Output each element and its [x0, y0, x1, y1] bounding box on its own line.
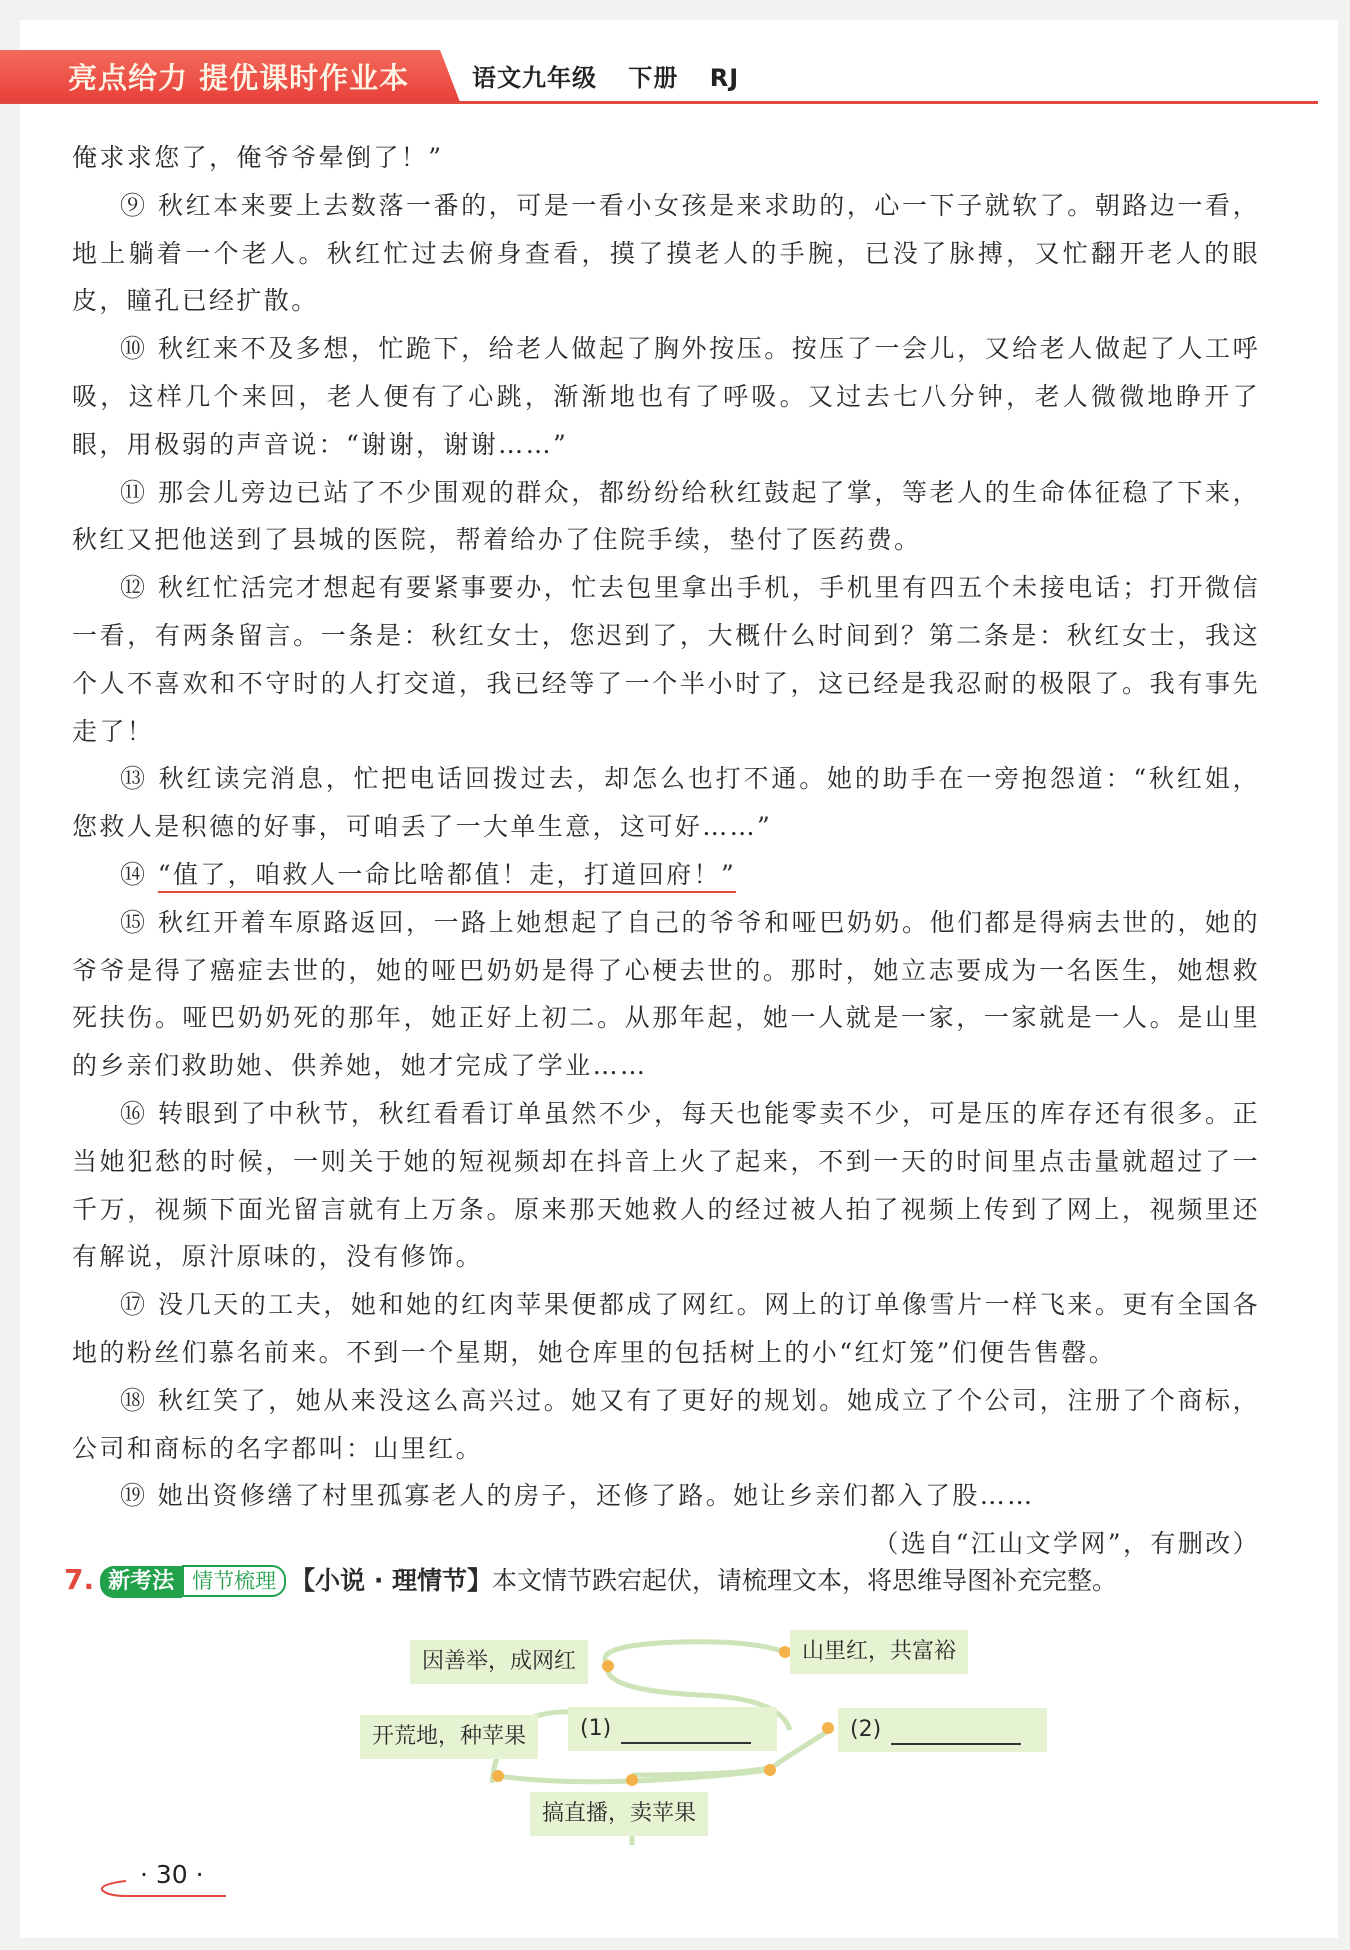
paragraph-17: ⑰ 没几天的工夫，她和她的红肉苹果便都成了网红。网上的订单像雪片一样飞来。更有全国各地的粉丝们慕名前来。不到一个星期，她仓库里的包括树上的小“红灯笼”们便告售罄。	[72, 1290, 1260, 1367]
question-tag: 【小说 · 理情节】	[290, 1566, 493, 1595]
subject-info	[472, 58, 761, 93]
mind-map-node-blank-1	[568, 1707, 777, 1751]
source-citation: （选自“江山文学网”，有删改）	[873, 1529, 1260, 1559]
series-title: 亮点给力 提优课时作业本	[68, 61, 410, 95]
paragraph-15: ⑮ 秋红开着车原路返回，一路上她想起了自己的爷爷和哑巴奶奶。他们都是得病去世的，她的爷爷是得了癌症去世的，她的哑巴奶奶是得了心梗去世的。那时，她立志要成为一名医生，她想救死扶伤。哑巴奶奶死的那年，她正好上初二。从那年起，她一人就是一家，一家就是一人。是山里的乡亲们救助她、供养她，她才完成了学业……	[72, 907, 1260, 1081]
page-number: · 30 ·	[140, 1860, 204, 1889]
paragraph-14	[72, 851, 1260, 899]
header-rule	[0, 101, 1318, 104]
subject-label: 语文九年级	[472, 64, 597, 92]
underlined-sentence: “值了，咱救人一命比啥都值！走，打道回府！”	[158, 860, 736, 893]
blank-2-label: (2)	[850, 1717, 882, 1742]
mind-map-node-1: 开荒地，种苹果	[360, 1715, 538, 1759]
mind-map-node-5: 因善举，成网红	[410, 1640, 588, 1684]
question-number: 7.	[64, 1563, 95, 1596]
paragraph-9: ⑨ 秋红本来要上去数落一番的，可是一看小女孩是来求助的，心一下子就软了。朝路边一看，地上躺着一个老人。秋红忙过去俯身查看，摸了摸老人的手腕，已没了脉搏，又忙翻开老人的眼皮，瞳孔已经扩散。	[72, 190, 1260, 316]
paragraph-12: ⑫ 秋红忙活完才想起有要紧事要办，忙去包里拿出手机，手机里有四五个未接电话；打开微信一看，有两条留言。一条是：秋红女士，您迟到了，大概什么时间到？第二条是：秋红女士，我这个人不喜欢和不守时的人打交道，我已经等了一个半小时了，这已经是我忍耐的极限了。我有事先走了！	[72, 573, 1260, 746]
paragraph-11: ⑪ 那会儿旁边已站了不少围观的群众，都纷纷给秋红鼓起了掌，等老人的生命体征稳了下来，秋红又把他送到了县城的医院，帮着给办了住院手续，垫付了医药费。	[72, 477, 1260, 555]
paragraph-18: ⑱ 秋红笑了，她从来没这么高兴过。她又有了更好的规划。她成立了个公司，注册了个商标，公司和商标的名字都叫：山里红。	[72, 1385, 1260, 1463]
paragraph-14-number: ⑭	[120, 859, 148, 889]
mind-map-node-2: 搞直播，卖苹果	[530, 1792, 708, 1836]
paragraph-16: ⑯ 转眼到了中秋节，秋红看看订单虽然不少，每天也能零卖不少，可是压的库存还有很多。正当她犯愁的时候，一则关于她的短视频却在抖音上火了起来，不到一天的时间里点击量就超过了一千万，视频下面光留言就有上万条。原来那天她救人的经过被人拍了视频上传到了网上，视频里还有解说，原汁原味的，没有修饰。	[72, 1098, 1260, 1272]
article-text	[72, 134, 1260, 1568]
paragraph-19: ⑲ 她出资修缮了村里孤寡老人的房子，还修了路。她让乡亲们都入了股……	[120, 1481, 1035, 1511]
blank-1-answer[interactable]	[621, 1714, 751, 1744]
paragraph-13: ⑬ 秋红读完消息，忙把电话回拨过去，却怎么也打不通。她的助手在一旁抱怨道：“秋红姐，您救人是积德的好事，可咱丢了一大单生意，这可好……”	[72, 764, 1260, 842]
paragraph-continued: 俺求求您了，俺爷爷晕倒了！”	[72, 143, 444, 172]
mind-map-node-6: 山里红，共富裕	[790, 1630, 968, 1674]
edition-label: RJ	[709, 64, 740, 92]
paragraph-10: ⑩ 秋红来不及多想，忙跪下，给老人做起了胸外按压。按压了一会儿，又给老人做起了人工呼吸，这样几个来回，老人便有了心跳，渐渐地也有了呼吸。又过去七八分钟，老人微微地睁开了眼，用极弱的声音说：“谢谢，谢谢……”	[72, 334, 1260, 459]
question-type-badge: 情节梳理	[182, 1565, 286, 1597]
question-prompt: 本文情节跌宕起伏，请梳理文本，将思维导图补充完整。	[492, 1566, 1118, 1595]
blank-1-label: (1)	[580, 1716, 612, 1741]
new-method-badge: 新考法	[100, 1566, 182, 1598]
blank-2-answer[interactable]	[891, 1715, 1021, 1745]
question-7	[64, 1560, 1284, 1601]
volume-label: 下册	[628, 64, 679, 92]
mind-map-node-blank-2	[838, 1708, 1047, 1752]
